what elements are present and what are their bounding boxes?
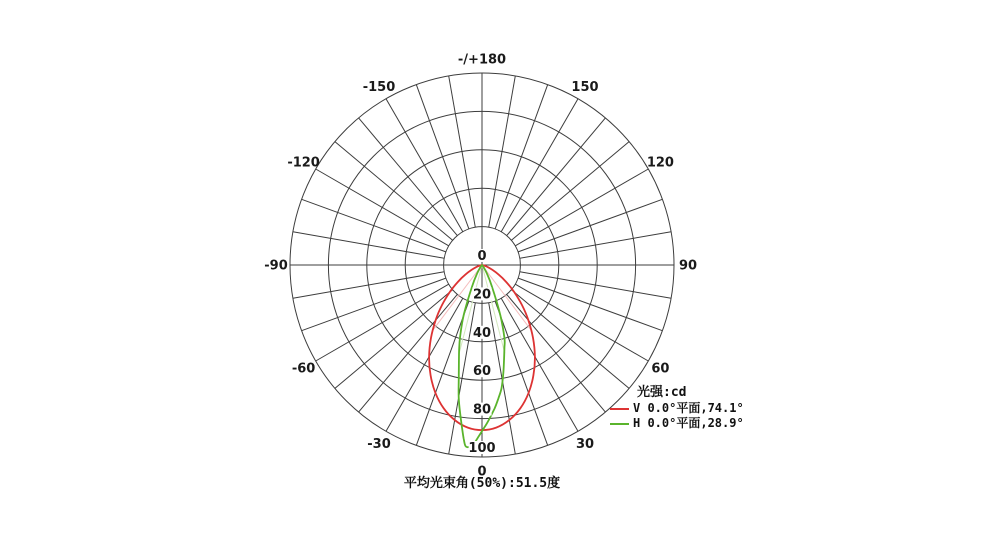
- angle-label-150: 150: [571, 80, 599, 96]
- grid-spoke-80: [520, 272, 671, 299]
- grid-spoke-160: [495, 85, 548, 229]
- grid-spoke-330: [386, 298, 463, 431]
- grid-spoke-260: [293, 232, 444, 259]
- angle-label-30: 30: [575, 436, 595, 452]
- grid-spoke-150: [501, 99, 578, 232]
- grid-spoke-250: [302, 199, 446, 252]
- radial-label-20: 20: [472, 287, 492, 303]
- legend-label-v: V 0.0°平面,74.1°: [633, 401, 744, 415]
- grid-spoke-220: [359, 118, 458, 236]
- radial-label-0: 0: [477, 249, 487, 264]
- angle-label-180: -/+180: [457, 52, 507, 68]
- grid-spoke-140: [507, 118, 606, 236]
- grid-spoke-310: [335, 290, 453, 389]
- legend-item-h: [610, 416, 744, 431]
- grid-spoke-320: [359, 294, 458, 412]
- angle-label-0: 0: [477, 464, 487, 480]
- radial-label-60: 60: [472, 364, 492, 380]
- grid-spoke-230: [335, 142, 453, 241]
- grid-spoke-240: [316, 169, 449, 246]
- radial-label-100: 100: [468, 441, 496, 456]
- legend-line-h-icon: [610, 423, 629, 425]
- grid-spoke-200: [416, 85, 469, 229]
- angle-label-120: 120: [646, 155, 674, 171]
- beam-angle-footer: 平均光束角(50%):51.5度: [403, 476, 561, 491]
- legend: [610, 385, 744, 431]
- grid-spoke-280: [293, 272, 444, 299]
- grid-spoke-30: [501, 298, 578, 431]
- grid-spoke-190: [449, 76, 476, 227]
- grid-spoke-70: [518, 278, 662, 331]
- grid-spoke-290: [302, 278, 446, 331]
- grid-spoke-100: [520, 232, 671, 259]
- angle-label--150: -150: [362, 80, 396, 96]
- angle-label--30: -30: [367, 436, 391, 452]
- angle-label--60: -60: [291, 361, 316, 377]
- legend-title: 光强:cd: [637, 385, 687, 400]
- grid-spoke-40: [507, 294, 606, 412]
- angle-label-90: 90: [678, 258, 698, 274]
- legend-item-v: [610, 401, 744, 416]
- grid-spoke-170: [489, 76, 516, 227]
- radial-label-40: 40: [472, 325, 492, 341]
- legend-label-h: H 0.0°平面,28.9°: [633, 416, 744, 430]
- grid-spoke-130: [511, 142, 629, 241]
- grid-spoke-120: [515, 169, 648, 246]
- grid-spoke-110: [518, 199, 662, 252]
- angle-label-60: 60: [651, 361, 670, 377]
- grid-spoke-50: [511, 290, 629, 389]
- angle-label--120: -120: [287, 155, 320, 171]
- radial-label-80: 80: [472, 402, 492, 418]
- legend-line-v-icon: [610, 408, 629, 410]
- angle-label--90: -90: [264, 258, 288, 274]
- grid-spoke-210: [386, 99, 463, 232]
